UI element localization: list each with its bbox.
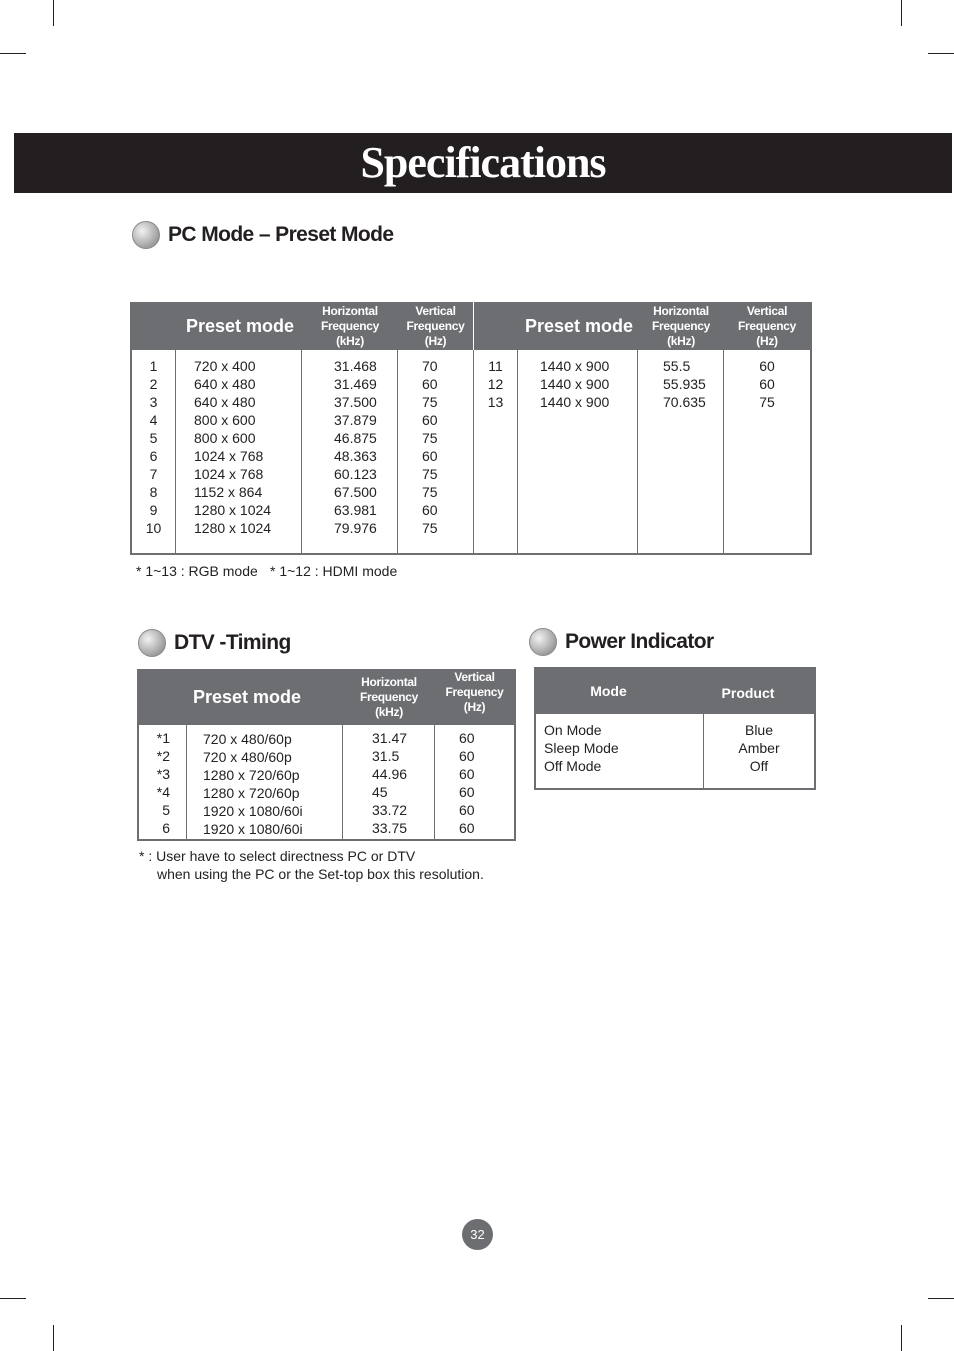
dtv-timing-table <box>137 669 516 841</box>
table-cell: 31.47 <box>372 730 408 746</box>
table-cell: 60.123 <box>334 466 377 482</box>
table-cell: 1280 x 720/60p <box>203 785 300 801</box>
power-table-body <box>536 714 814 788</box>
table-cell: *2 <box>156 748 170 764</box>
table-cell: 7 <box>149 466 158 482</box>
table-cell: 1280 x 1024 <box>194 520 272 536</box>
table-cell: 10 <box>145 520 162 536</box>
table-cell: 60 <box>759 358 775 374</box>
table-cell: 4 <box>149 412 158 428</box>
table-cell: 5 <box>149 430 158 446</box>
pc-left-hfreq-col <box>302 350 398 553</box>
table-cell: 640 x 480 <box>194 394 256 410</box>
pc-mode-heading <box>132 221 393 249</box>
crop-mark <box>0 53 26 54</box>
power-product-col <box>704 714 814 788</box>
table-cell: On Mode <box>544 722 602 738</box>
table-cell: 37.879 <box>334 412 377 428</box>
header-text: Horizontal <box>322 303 378 318</box>
table-cell: 60 <box>759 376 775 392</box>
table-cell: 6 <box>149 448 158 464</box>
page-number: 32 <box>462 1219 493 1250</box>
pc-left-vfreq-col <box>398 350 474 553</box>
table-cell: 1440 x 900 <box>540 358 610 374</box>
table-cell: 60 <box>459 766 475 782</box>
table-cell: 1280 x 1024 <box>194 502 272 518</box>
header-text: (kHz) <box>667 333 695 348</box>
dtv-note-line-2: when using the PC or the Set-top box this resolution. <box>157 866 484 882</box>
crop-mark <box>53 1325 54 1351</box>
table-cell: *4 <box>156 784 170 800</box>
table-cell: 33.72 <box>372 802 408 818</box>
table-cell: 63.981 <box>334 502 377 518</box>
header-text: (Hz) <box>424 333 447 348</box>
crop-mark <box>0 1298 26 1299</box>
header-text: (kHz) <box>336 333 364 348</box>
table-cell: 9 <box>149 502 158 518</box>
table-cell: 60 <box>422 502 438 518</box>
table-cell: 11 <box>488 358 503 374</box>
dtv-res-col <box>186 725 343 839</box>
table-cell: 31.468 <box>334 358 377 374</box>
table-cell: 5 <box>162 802 170 818</box>
table-cell: 75 <box>759 394 775 410</box>
table-cell: 3 <box>149 394 158 410</box>
table-cell: 60 <box>459 820 475 836</box>
header-horizontal-frequency <box>302 302 398 350</box>
table-cell: 75 <box>422 430 438 446</box>
pc-left-no-col <box>132 350 176 553</box>
table-cell: *1 <box>156 730 170 746</box>
table-cell: 60 <box>422 448 438 464</box>
header-text: Frequency <box>360 689 418 704</box>
table-cell: 1440 x 900 <box>540 376 610 392</box>
header-text: Frequency <box>738 318 796 333</box>
table-cell: 44.96 <box>372 766 408 782</box>
table-cell: 2 <box>149 376 158 392</box>
header-product: Product <box>721 684 775 701</box>
table-cell: 13 <box>487 394 504 410</box>
header-vertical-frequency-right <box>724 302 810 350</box>
dtv-table-body <box>139 725 514 839</box>
circle-bullet-icon <box>132 221 160 249</box>
header-vertical-frequency <box>435 669 514 725</box>
header-horizontal-frequency <box>343 669 435 725</box>
header-text: (Hz) <box>756 333 778 348</box>
header-text: Vertical <box>415 303 456 318</box>
dtv-table-header <box>139 669 514 725</box>
rgb-mode-note: * 1~13 : RGB mode <box>136 563 258 579</box>
hdmi-mode-note: * 1~12 : HDMI mode <box>270 563 398 579</box>
table-cell: 60 <box>459 730 475 746</box>
header-text: Frequency <box>406 318 465 333</box>
header-text: Frequency <box>652 318 710 333</box>
table-cell: 45 <box>372 784 388 800</box>
header-text: (kHz) <box>375 704 403 719</box>
header-text: Frequency <box>321 318 379 333</box>
table-cell: 60 <box>422 412 438 428</box>
power-indicator-heading <box>529 628 714 656</box>
header-text: Vertical <box>454 669 495 684</box>
table-cell: 55.5 <box>663 358 691 374</box>
header-text: Vertical <box>746 303 788 318</box>
power-indicator-table <box>534 667 816 790</box>
dtv-no-col <box>139 725 186 839</box>
header-text: Frequency <box>445 684 504 699</box>
table-cell: Sleep Mode <box>544 740 619 756</box>
table-cell: 720 x 400 <box>194 358 256 374</box>
table-cell: 800 x 600 <box>194 412 256 428</box>
power-table-header <box>536 667 814 714</box>
table-cell: 33.75 <box>372 820 408 836</box>
table-cell: 55.935 <box>663 376 706 392</box>
header-text: (Hz) <box>463 699 486 714</box>
table-cell: 60 <box>459 802 475 818</box>
dtv-timing-title: DTV -Timing <box>174 631 291 654</box>
table-cell: 75 <box>422 484 438 500</box>
crop-mark <box>928 1298 954 1299</box>
pc-left-res-col <box>176 350 302 553</box>
table-cell: 75 <box>422 394 438 410</box>
page-title-bar <box>14 133 952 193</box>
header-text: Horizontal <box>653 303 709 318</box>
pc-right-no-col <box>474 350 518 553</box>
pc-mode-table-header <box>132 302 810 350</box>
table-cell: 70.635 <box>663 394 706 410</box>
table-cell: 67.500 <box>334 484 377 500</box>
table-cell: 1024 x 768 <box>194 466 264 482</box>
table-cell: *3 <box>156 766 170 782</box>
table-cell: 6 <box>162 820 170 836</box>
table-cell: 60 <box>422 376 438 392</box>
pc-right-hfreq-col <box>638 350 724 553</box>
table-cell: 1152 x 864 <box>194 484 263 500</box>
pc-mode-table-body <box>132 350 810 553</box>
table-cell: Off <box>749 758 769 774</box>
table-cell: 1024 x 768 <box>194 448 264 464</box>
circle-bullet-icon <box>529 628 557 656</box>
table-cell: 31.5 <box>372 748 400 764</box>
dtv-timing-heading <box>138 629 291 657</box>
table-cell: 75 <box>422 520 438 536</box>
table-cell: 48.363 <box>334 448 377 464</box>
pc-right-vfreq-col <box>724 350 810 553</box>
crop-mark <box>901 0 902 26</box>
table-cell: 12 <box>487 376 504 392</box>
table-cell: 1920 x 1080/60i <box>203 803 303 819</box>
dtv-hfreq-col <box>343 725 435 839</box>
table-cell: 1280 x 720/60p <box>203 767 300 783</box>
table-cell: 1 <box>149 358 158 374</box>
header-preset-mode-right: Preset mode <box>524 315 634 336</box>
crop-mark <box>928 53 954 54</box>
dtv-note-line-1: * : User have to select directness PC or DTV <box>139 848 416 864</box>
pc-mode-title: PC Mode – Preset Mode <box>168 223 394 246</box>
power-mode-col <box>536 714 704 788</box>
header-mode: Mode <box>590 682 627 699</box>
circle-bullet-icon <box>138 629 166 657</box>
table-cell: 70 <box>422 358 438 374</box>
table-cell: 720 x 480/60p <box>203 731 292 747</box>
table-cell: 60 <box>459 748 475 764</box>
table-cell: 800 x 600 <box>194 430 256 446</box>
table-cell: Blue <box>744 722 774 738</box>
header-vertical-frequency <box>398 302 474 350</box>
header-preset-mode: Preset mode <box>185 315 295 336</box>
header-horizontal-frequency-right <box>638 302 724 350</box>
table-cell: 75 <box>422 466 438 482</box>
pc-right-res-col <box>518 350 638 553</box>
table-cell: 46.875 <box>334 430 377 446</box>
header-preset-mode: Preset mode <box>192 686 302 707</box>
table-cell: Amber <box>738 740 780 756</box>
pc-mode-table <box>130 302 812 555</box>
header-text: Horizontal <box>361 674 417 689</box>
table-cell: 1920 x 1080/60i <box>203 821 303 837</box>
power-indicator-title: Power Indicator <box>565 630 714 653</box>
table-cell: 31.469 <box>334 376 377 392</box>
dtv-vfreq-col <box>435 725 514 839</box>
crop-mark <box>53 0 54 26</box>
table-cell: 8 <box>149 484 158 500</box>
table-cell: 79.976 <box>334 520 377 536</box>
table-cell: 720 x 480/60p <box>203 749 292 765</box>
crop-mark <box>901 1325 902 1351</box>
table-cell: 1440 x 900 <box>540 394 610 410</box>
table-cell: 640 x 480 <box>194 376 256 392</box>
table-cell: 37.500 <box>334 394 377 410</box>
table-cell: 60 <box>459 784 475 800</box>
page-title: Specifications <box>360 138 606 187</box>
table-cell: Off Mode <box>544 758 602 774</box>
